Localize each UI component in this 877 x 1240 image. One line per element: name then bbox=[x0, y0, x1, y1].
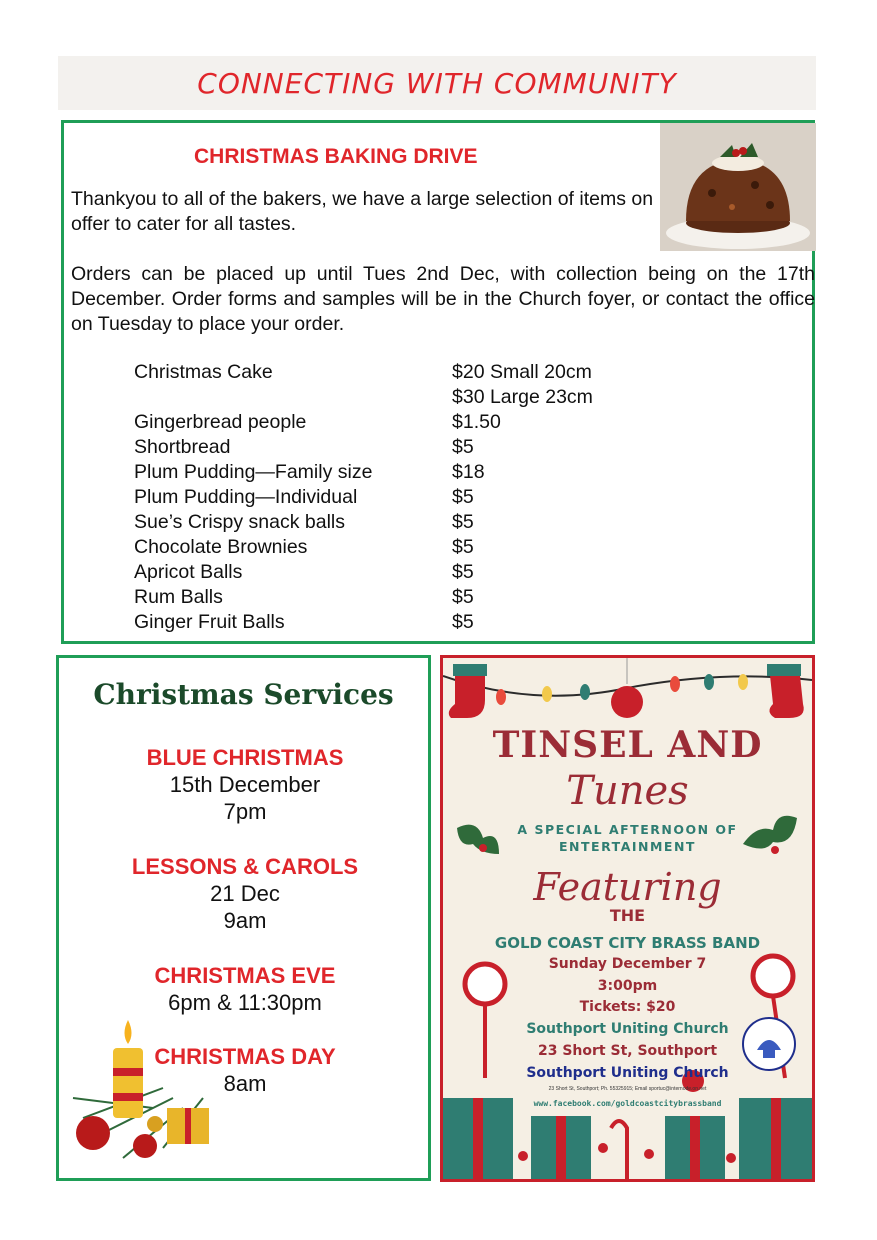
item-name: Apricot Balls bbox=[134, 561, 243, 583]
poster-subtitle-line: A SPECIAL AFTERNOON OF bbox=[517, 822, 738, 837]
price-row bbox=[134, 385, 734, 410]
price-row bbox=[134, 485, 734, 510]
item-price: $5 bbox=[452, 486, 474, 508]
item-price: $20 Small 20cm bbox=[452, 361, 592, 383]
service-block bbox=[59, 744, 431, 825]
poster-the: THE bbox=[609, 906, 646, 925]
price-row bbox=[134, 435, 734, 460]
service-date: 6pm & 11:30pm bbox=[168, 990, 322, 1015]
item-price: $5 bbox=[452, 536, 474, 558]
service-name: CHRISTMAS DAY bbox=[154, 1044, 336, 1069]
item-name: Gingerbread people bbox=[134, 411, 307, 433]
service-name: BLUE CHRISTMAS bbox=[146, 745, 344, 770]
price-row bbox=[134, 410, 734, 435]
service-name: CHRISTMAS EVE bbox=[154, 963, 336, 988]
banner-title: CONNECTING WITH COMMUNITY bbox=[197, 66, 677, 100]
item-price: $5 bbox=[452, 586, 474, 608]
item-name: Plum Pudding—Individual bbox=[134, 486, 358, 508]
price-row bbox=[134, 460, 734, 485]
price-row bbox=[134, 535, 734, 560]
poster-time: 3:00pm bbox=[597, 978, 658, 994]
baking-intro: Thankyou to all of the bakers, we have a large selection of items on offer to cater for all tastes. bbox=[71, 188, 654, 235]
price-row bbox=[134, 560, 734, 585]
item-name bbox=[134, 385, 452, 410]
price-list bbox=[134, 360, 734, 635]
baking-title: CHRISTMAS BAKING DRIVE bbox=[194, 145, 478, 168]
tinsel-and-tunes-poster bbox=[440, 655, 815, 1182]
item-name: Chocolate Brownies bbox=[134, 536, 308, 558]
item-name: Rum Balls bbox=[134, 586, 223, 608]
service-block bbox=[59, 853, 431, 934]
christmas-services-box bbox=[56, 655, 431, 1181]
plum-pudding-photo bbox=[660, 123, 816, 251]
item-name: Plum Pudding—Family size bbox=[134, 461, 373, 483]
poster-featuring: Featuring bbox=[533, 865, 722, 909]
section-banner bbox=[58, 56, 816, 110]
poster-web-link: www.facebook.com/goldcoastcitybrassband bbox=[533, 1099, 722, 1108]
item-price: $1.50 bbox=[452, 411, 501, 433]
item-price: $5 bbox=[452, 436, 474, 458]
service-time: 7pm bbox=[223, 799, 267, 824]
item-price: $30 Large 23cm bbox=[452, 386, 593, 408]
item-price: $5 bbox=[452, 611, 474, 633]
poster-band-name: GOLD COAST CITY BRASS BAND bbox=[494, 934, 761, 952]
item-price: $5 bbox=[452, 511, 474, 533]
service-time: 9am bbox=[223, 908, 267, 933]
poster-subtitle bbox=[443, 821, 812, 855]
service-name: LESSONS & CAROLS bbox=[131, 854, 359, 879]
poster-address: 23 Short St, Southport bbox=[537, 1043, 718, 1059]
price-row bbox=[134, 585, 734, 610]
item-name: Sue’s Crispy snack balls bbox=[134, 511, 345, 533]
poster-title-script: Tunes bbox=[566, 768, 689, 814]
price-row bbox=[134, 360, 734, 385]
service-date: 8am bbox=[223, 1071, 267, 1096]
poster-title: TINSEL AND bbox=[492, 724, 763, 766]
item-price: $5 bbox=[452, 561, 474, 583]
poster-contact: 23 Short St, Southport; Ph. 55325915; Email sportuc@internode.on.net bbox=[548, 1086, 707, 1092]
item-name: Shortbread bbox=[134, 436, 231, 458]
price-row bbox=[134, 610, 734, 635]
baking-drive-box bbox=[61, 120, 815, 644]
item-name: Christmas Cake bbox=[134, 361, 273, 383]
poster-venue: Southport Uniting Church bbox=[526, 1021, 729, 1037]
poster-subtitle-line: ENTERTAINMENT bbox=[559, 839, 696, 854]
service-date: 15th December bbox=[169, 772, 321, 797]
services-title: Christmas Services bbox=[93, 678, 394, 711]
poster-tickets: Tickets: $20 bbox=[579, 999, 676, 1015]
baking-orders: Orders can be placed up until Tues 2nd Dec, with collection being on the 17th December. Order forms and samples will be in the Church foyer, or contact the office on Tuesday to place your order. bbox=[71, 263, 815, 335]
brass-band-badge-icon bbox=[741, 1014, 797, 1074]
service-date: 21 Dec bbox=[210, 881, 280, 906]
candle-decoration-icon bbox=[63, 998, 233, 1168]
item-name: Ginger Fruit Balls bbox=[134, 611, 285, 633]
item-price: $18 bbox=[452, 461, 485, 483]
poster-church-logo-text: Southport Uniting Church bbox=[526, 1065, 729, 1081]
price-row bbox=[134, 510, 734, 535]
poster-date: Sunday December 7 bbox=[548, 956, 707, 972]
